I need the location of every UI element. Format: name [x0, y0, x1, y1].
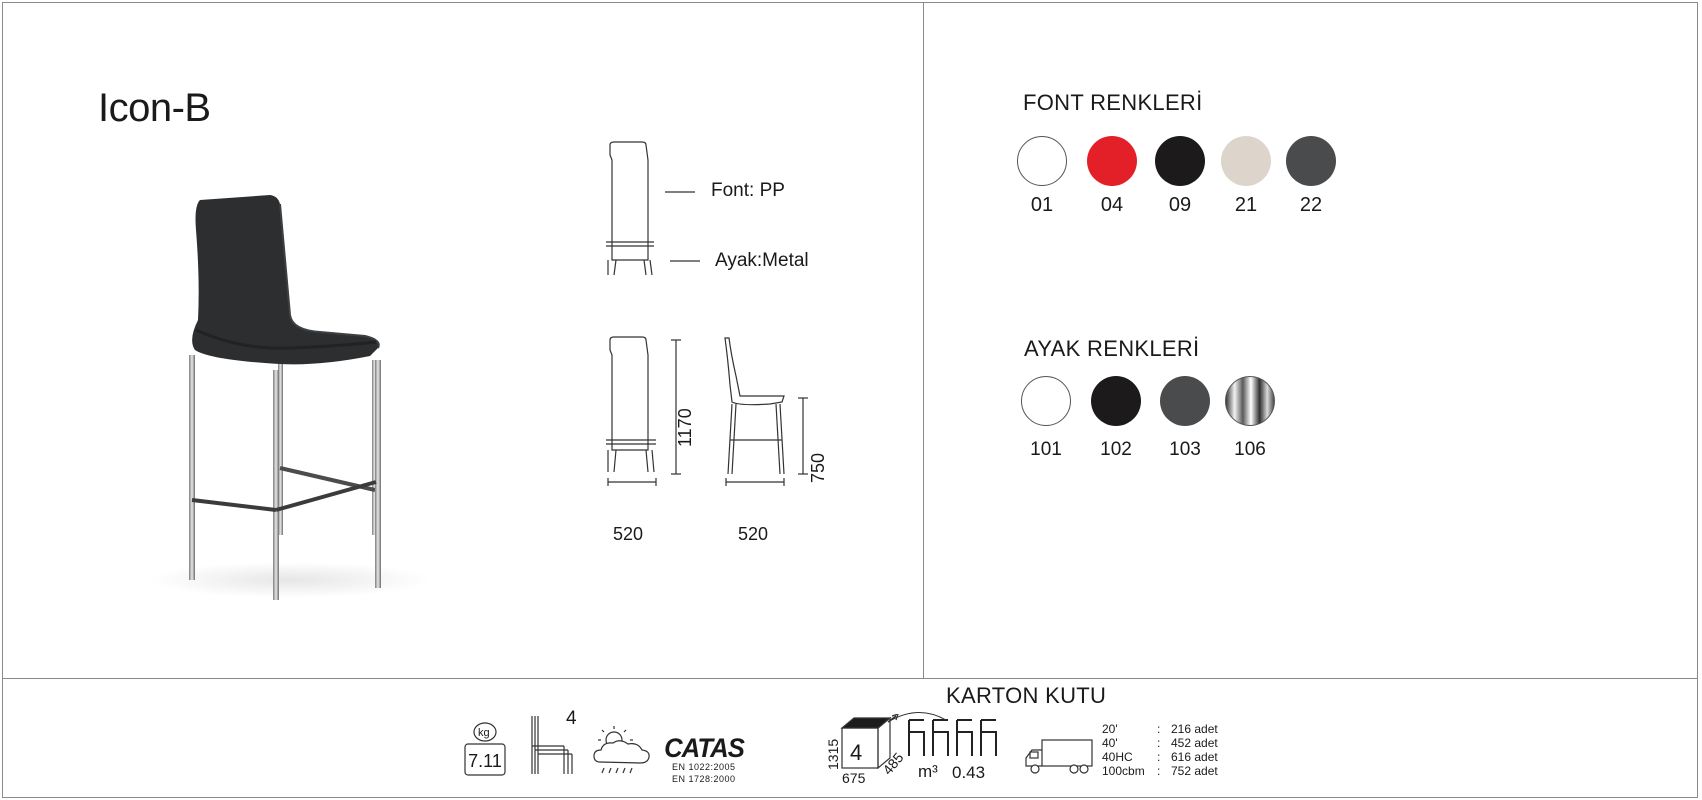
container-qty: 616 adet [1171, 750, 1218, 764]
box-height: 1315 [825, 738, 841, 770]
horizontal-divider [2, 678, 1698, 679]
box-title: KARTON KUTU [946, 683, 1107, 708]
logistics-row: 40HC : 616 adet [1102, 750, 1218, 764]
font-color-swatch-22[interactable] [1286, 136, 1336, 186]
box-arrow-icon [888, 710, 948, 724]
logistics-row: 100cbm : 752 adet [1102, 764, 1218, 778]
leg-color-swatch-102[interactable] [1091, 376, 1141, 426]
container-qty: 752 adet [1171, 764, 1218, 778]
font-color-code-04: 04 [1100, 194, 1124, 216]
dim-height-total: 1170 [675, 408, 695, 447]
material-seat-label: Font: PP [711, 180, 785, 201]
dim-width-side: 520 [738, 524, 769, 544]
container-type: 40' [1102, 736, 1118, 750]
font-color-code-21: 21 [1234, 194, 1258, 216]
leg-color-code-101: 101 [1030, 439, 1062, 460]
container-qty: 452 adet [1171, 736, 1218, 750]
font-color-swatch-04[interactable] [1087, 136, 1137, 186]
leg-color-swatch-101[interactable] [1021, 376, 1071, 426]
container-qty: 216 adet [1171, 722, 1218, 736]
volume-value: 0.43 [952, 763, 986, 782]
box-qty: 4 [850, 740, 863, 765]
chairs-in-box-icon [906, 718, 1000, 758]
font-color-swatch-21[interactable] [1221, 136, 1271, 186]
product-title: Icon-B [98, 86, 211, 130]
logistics-row: 20' : 216 adet [1102, 722, 1218, 736]
container-type: 40HC [1102, 750, 1133, 764]
font-colors-title: FONT RENKLERİ [1023, 90, 1203, 115]
logistics-row: 40' : 452 adet [1102, 736, 1218, 750]
weight-icon [463, 720, 507, 778]
box-depth: 485 [879, 749, 907, 778]
dim-width-front: 520 [613, 524, 644, 544]
material-leg-label: Ayak:Metal [715, 250, 809, 271]
leg-color-swatch-106[interactable] [1225, 376, 1275, 426]
cert-1: EN 1022:2005 [672, 762, 736, 772]
weather-icon [588, 724, 652, 778]
container-type: 20' [1102, 722, 1118, 736]
font-color-swatch-09[interactable] [1155, 136, 1205, 186]
container-type: 100cbm [1102, 764, 1145, 778]
font-color-code-01: 01 [1030, 194, 1054, 216]
cert-2: EN 1728:2000 [672, 774, 736, 784]
leg-color-code-102: 102 [1100, 439, 1132, 460]
leg-colors-title: AYAK RENKLERİ [1024, 336, 1200, 361]
stack-count: 4 [566, 708, 577, 729]
weight-unit: kg [478, 727, 490, 739]
weight-value: 7.11 [468, 751, 502, 771]
product-photo [120, 190, 430, 600]
dim-seat-height: 750 [808, 452, 828, 483]
truck-icon [1024, 738, 1094, 776]
font-color-swatch-01[interactable] [1017, 136, 1067, 186]
font-color-code-22: 22 [1299, 194, 1323, 216]
logistics-table [1102, 722, 1218, 778]
leg-color-swatch-103[interactable] [1160, 376, 1210, 426]
leg-color-code-103: 103 [1169, 439, 1201, 460]
technical-drawing [590, 140, 850, 580]
leg-color-code-106: 106 [1234, 439, 1266, 460]
vertical-divider [923, 2, 924, 679]
volume-unit: m³ [918, 762, 938, 781]
catas-logo: CATAS [664, 733, 744, 763]
font-color-code-09: 09 [1168, 194, 1192, 216]
box-width: 675 [842, 770, 866, 786]
